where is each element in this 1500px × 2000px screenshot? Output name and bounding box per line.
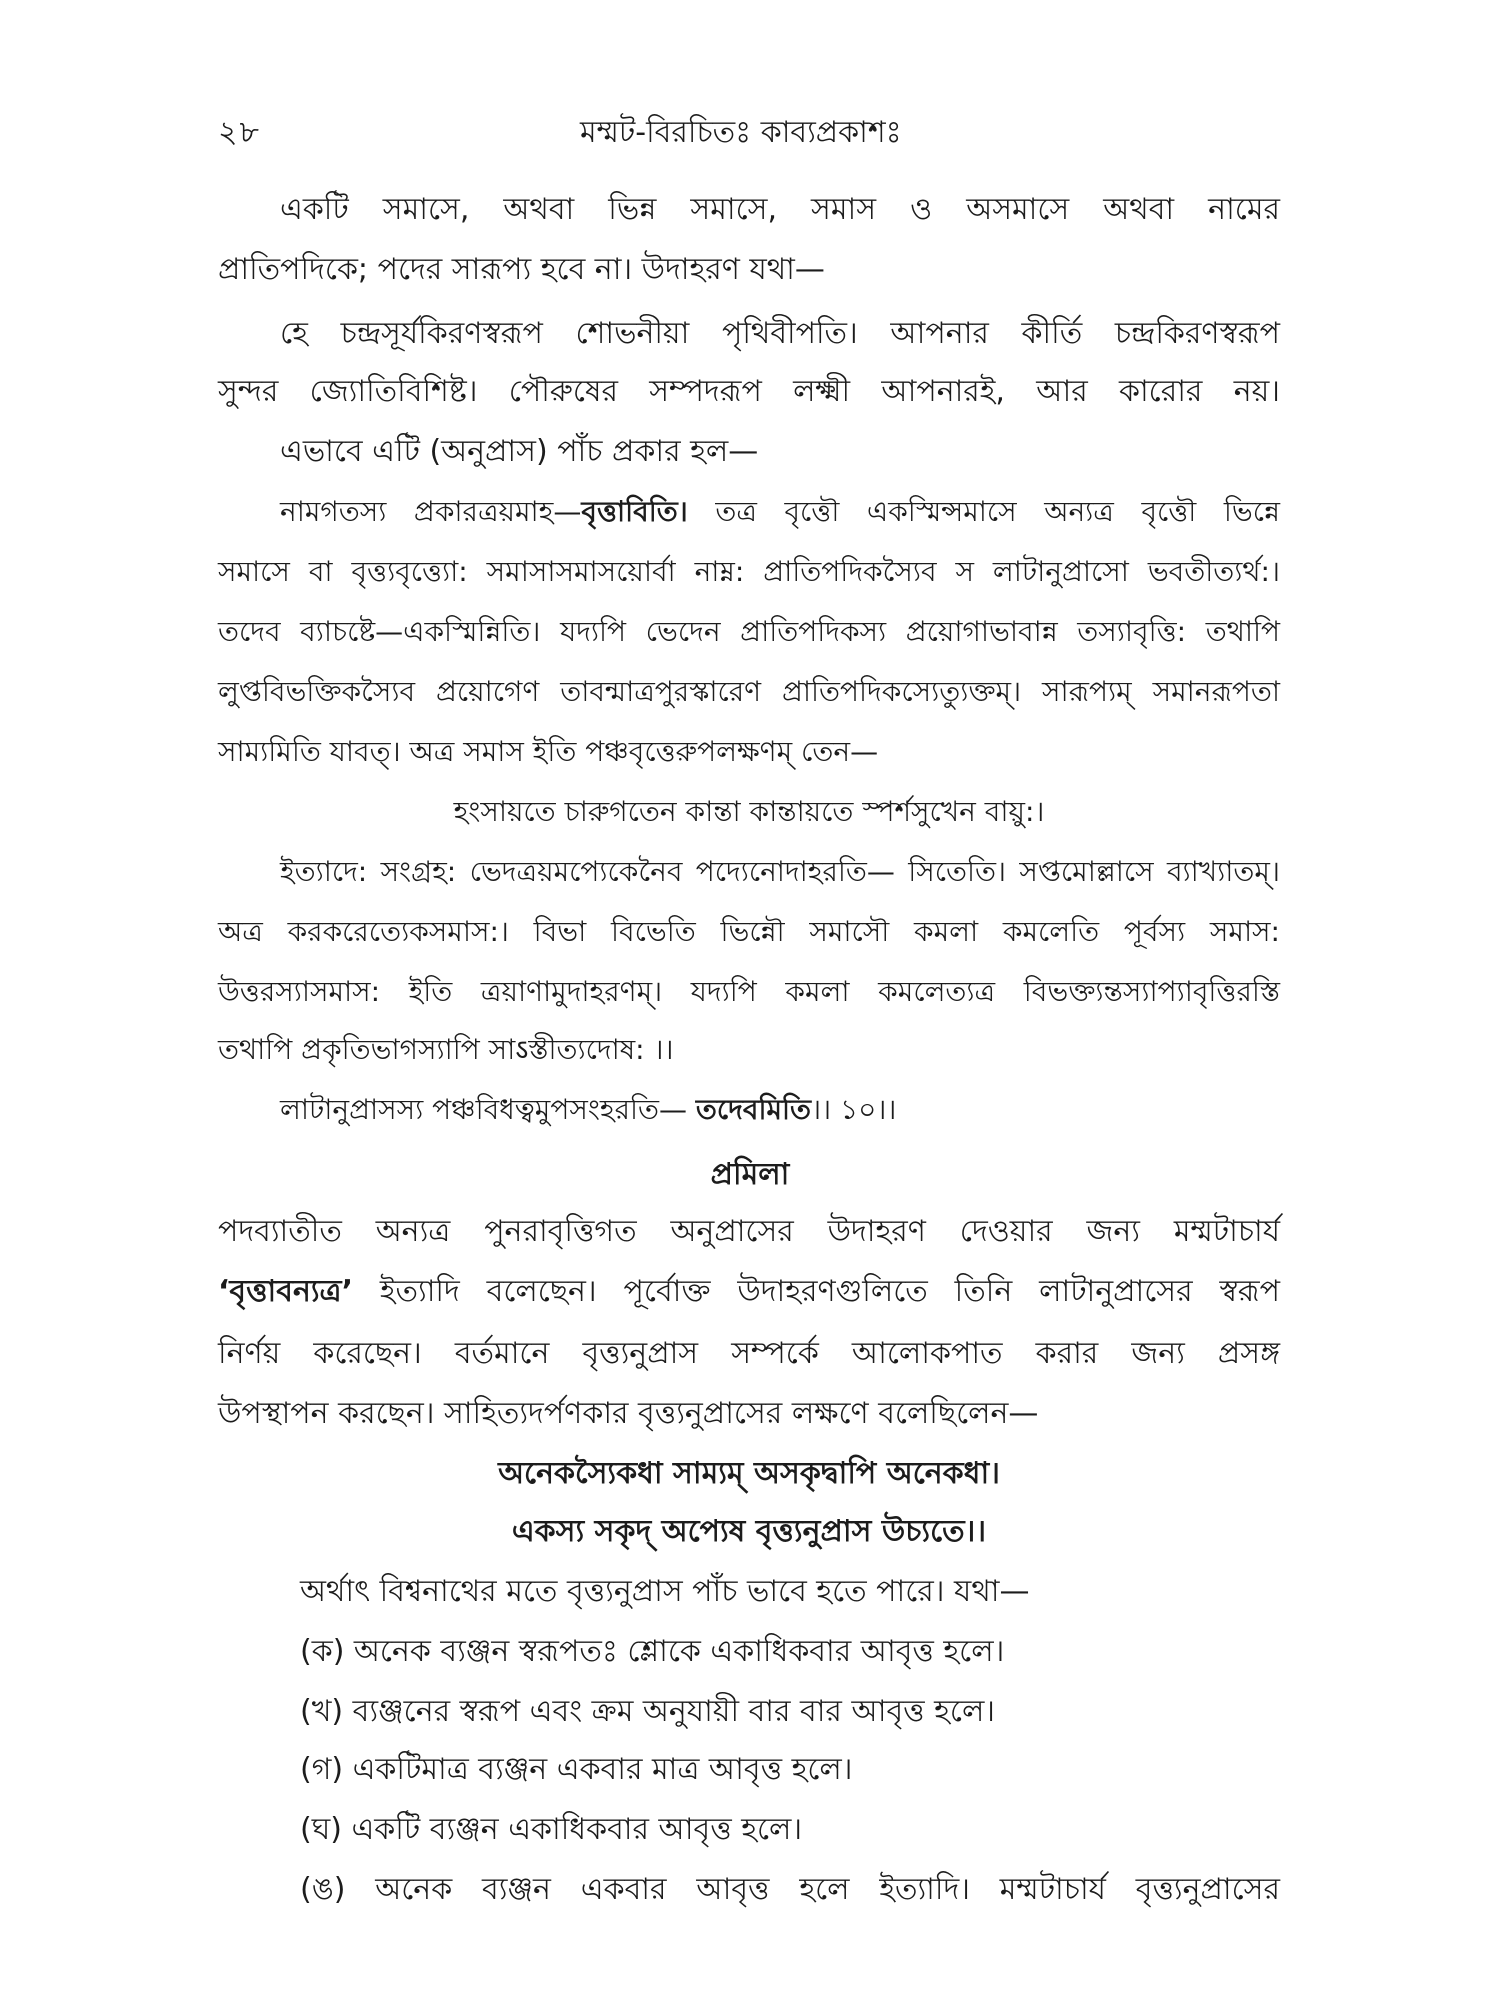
list-item: (ঙ) অনেক ব্যঞ্জন একবার আবৃত্ত হলে ইত্যাদি। মম্মটাচার্য বৃত্ত্যনুপ্রাসের (300, 1872, 1280, 1907)
sanskrit3-l1-keyword: তদেবমিতি (695, 1093, 812, 1126)
para3-line1: এভাবে এটি (অনুপ্রাস) পাঁচ প্রকার হল— (280, 434, 759, 469)
para1-line2: প্রাতিপদিকে; পদের সারূপ্য হবে না। উদাহরণ যথা— (218, 252, 825, 287)
sanskrit1-line4: লুপ্তবিভক্তিকস্যৈব প্রয়োগেণ তাবন্মাত্রপুরস্কারেণ প্রাতিপদিকস্যেত্যুক্তম্। সারূপ্যম্ সমানরূপতা (218, 675, 1280, 708)
para2-line1: হে চন্দ্রসূর্যকিরণস্বরূপ শোভনীয়া পৃথিবীপতি। আপনার কীর্তি চন্দ্রকিরণস্বরূপ (280, 316, 1280, 351)
para2-line2: সুন্দর জ্যোতিবিশিষ্ট। পৌরুষের সম্পদরূপ লক্ষ্মী আপনারই, আর কারোর নয়। (218, 374, 1280, 409)
sanskrit1-l1-lead: নামগতস্য প্রকারত্রয়মাহ— (280, 495, 582, 528)
sanskrit1-line3: তদেব ব্যাচষ্টে—একস্মিন্নিতি। যদ্যপি ভেদেন প্রাতিপদিকস্য প্রয়োগাভাবান্ন তস্যাবৃত্তি: তথাপি (218, 615, 1280, 648)
para4-line2 (218, 1272, 1280, 1312)
sanskrit3-line1 (280, 1090, 1280, 1130)
para5-line1: অর্থাৎ বিশ্বনাথের মতে বৃত্ত্যনুপ্রাস পাঁচ ভাবে হতে পারে। যথা— (300, 1574, 1030, 1609)
list-item: (ক) অনেক ব্যঞ্জন স্বরূপতঃ শ্লোকে একাধিকবার আবৃত্ত হলে। (300, 1634, 1005, 1669)
verse1-line: হংসায়তে চারুগতেন কান্তা কান্তায়তে স্পর্শসুখেন বায়ু:। (453, 795, 1045, 828)
sanskrit1-l1-rest: তত্র বৃত্তৌ একস্মিন্সমাসে অন্যত্র বৃত্তৌ ভিন্নে (687, 495, 1280, 528)
page-header (0, 108, 1500, 156)
para1-line1: একটি সমাসে, অথবা ভিন্ন সমাসে, সমাস ও অসমাসে অথবা নামের (280, 192, 1280, 227)
para4-l2-rest: ইত্যাদি বলেছেন। পূর্বোক্ত উদাহরণগুলিতে তিনি লাটানুপ্রাসের স্বরূপ (353, 1274, 1280, 1309)
sanskrit3-l1-lead: লাটানুপ্রাসস্য পঞ্চবিধত্বমুপসংহরতি— (280, 1093, 696, 1126)
verse2-line2: একস্য সকৃদ্ অপ্যেষ বৃত্ত্যনুপ্রাস উচ্যতে।। (511, 1514, 987, 1549)
sanskrit1-line2: সমাসে বা বৃত্ত্যবৃত্ত্যো: সমাসাসমাসয়োর্বা নাম্ন: প্রাতিপদিকস্যৈব স লাটানুপ্রাসো ভবতীত্যর্থ:। (218, 555, 1280, 588)
list-item: (খ) ব্যঞ্জনের স্বরূপ এবং ক্রম অনুযায়ী বার বার আবৃত্ত হলে। (300, 1694, 996, 1729)
sanskrit1-line5: সাম্যমিতি যাবত্। অত্র সমাস ইতি পঞ্চবৃত্তেরুপলক্ষণম্ তেন— (218, 735, 879, 768)
sanskrit2-line1: ইত্যাদে: সংগ্রহ: ভেদত্রয়মপ্যেকেনৈব পদ্যেনোদাহরতি— সিতেতি। সপ্তমোল্লাসে ব্যাখ্যাতম্। (280, 855, 1280, 888)
page-number: ২৮ (218, 115, 261, 150)
list-item: (ঘ) একটি ব্যঞ্জন একাধিকবার আবৃত্ত হলে। (300, 1812, 803, 1847)
para4-line3: নির্ণয় করেছেন। বর্তমানে বৃত্ত্যনুপ্রাস সম্পর্কে আলোকপাত করার জন্য প্রসঙ্গ (218, 1336, 1280, 1371)
para4-l2-quote: ‘বৃত্তাবন্যত্র’ (218, 1274, 353, 1309)
running-title: মম্মট-বিরচিতঃ কাব্যপ্রকাশঃ (580, 115, 902, 150)
list-item: (গ) একটিমাত্র ব্যঞ্জন একবার মাত্র আবৃত্ত হলে। (300, 1752, 853, 1787)
section-heading: প্রমিলা (710, 1157, 790, 1192)
sanskrit1-line1 (280, 492, 1280, 532)
sanskrit2-line3: উত্তরস্যাসমাস: ইতি ত্রয়াণামুদাহরণম্। যদ্যপি কমলা কমলেত্যত্র বিভক্ত্যন্তস্যাপ্যাবৃত্তিরস্তি (218, 975, 1280, 1008)
sanskrit2-line2: অত্র করকরেত্যেকসমাস:। বিভা বিভেতি ভিন্নৌ সমাসৌ কমলা কমলেতি পূর্বস্য সমাস: (218, 915, 1280, 948)
sanskrit2-line4: তথাপি প্রকৃতিভাগস্যাপি সাऽস্তীত্যদোষ: ।। (218, 1033, 674, 1066)
para4-line1: পদব্যাতীত অন্যত্র পুনরাবৃত্তিগত অনুপ্রাসের উদাহরণ দেওয়ার জন্য মম্মটাচার্য (218, 1214, 1280, 1249)
sanskrit1-l1-keyword: বৃত্তাবিতি। (581, 495, 688, 528)
verse2-line1: অনেকস্যৈকধা সাম্যম্ অসকৃদ্বাপি অনেকধা। (498, 1456, 1000, 1491)
sanskrit3-l1-end: ।। ১০।। (811, 1093, 897, 1126)
para4-line4: উপস্থাপন করছেন। সাহিত্যদর্পণকার বৃত্ত্যনুপ্রাসের লক্ষণে বলেছিলেন— (218, 1396, 1039, 1431)
